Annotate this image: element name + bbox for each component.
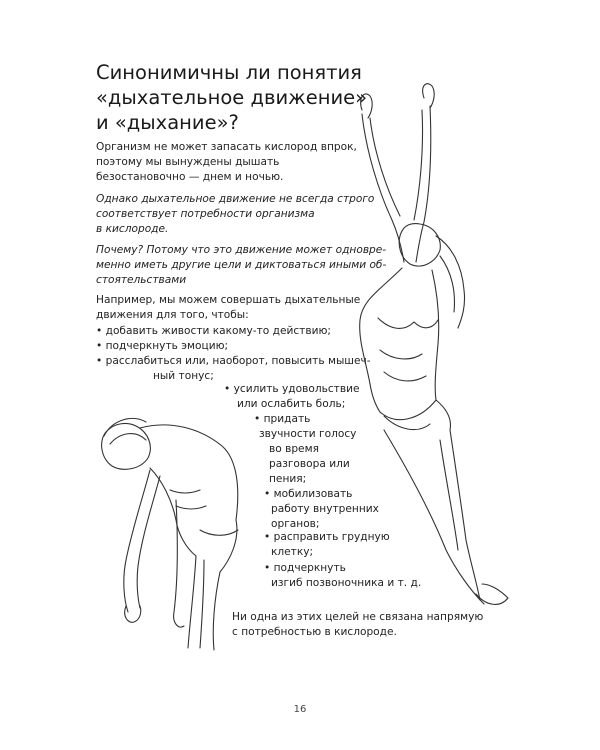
text-line: Ни одна из этих целей не связана напрямую <box>232 611 484 623</box>
text-line: поэтому мы вынуждены дышать <box>96 156 280 168</box>
title-line: «дыхательное движение» <box>96 86 368 109</box>
man-front-leg <box>188 556 196 648</box>
list-item: • придать <box>254 413 311 425</box>
list-item: • мобилизовать <box>264 488 353 500</box>
woman-right-arm-inner <box>414 110 423 220</box>
title-line: и «дыхание»? <box>96 111 239 134</box>
text-line: движения для того, чтобы: <box>96 309 249 321</box>
list-item: ный тонус; <box>153 370 214 382</box>
bullet-chest <box>264 530 390 560</box>
man-arm2 <box>174 500 184 627</box>
woman-hip <box>380 400 450 430</box>
list-item: изгиб позвоночника и т. д. <box>271 577 422 589</box>
list-item: клетку; <box>271 546 314 558</box>
man-shorts <box>200 530 238 535</box>
list-item: • подчеркнуть <box>264 562 346 574</box>
list-item: • расправить грудную <box>264 531 390 543</box>
italic-paragraph-why <box>96 243 386 288</box>
woman-head <box>399 224 440 266</box>
text-line: стоятельствами <box>96 274 187 286</box>
woman-right-arm <box>416 106 431 262</box>
woman-right-hand <box>423 84 434 108</box>
text-line: Однако дыхательное движение не всегда строго <box>96 193 375 205</box>
list-item: • добавить живости какому-то действию; <box>96 325 331 337</box>
man-hair <box>104 418 146 444</box>
woman-bra <box>378 318 438 328</box>
text-line: в кислороде. <box>96 223 169 235</box>
man-buttock <box>220 520 237 572</box>
bending-man-illustration <box>102 418 238 650</box>
intro-paragraph <box>96 140 357 185</box>
text-line: соответствует потребности организма <box>96 208 315 220</box>
list-item: • расслабиться или, наоборот, повысить мышеч- <box>96 355 371 367</box>
man-inner-leg <box>200 560 204 648</box>
list-item: во время <box>269 443 319 455</box>
man-ribs <box>170 490 206 509</box>
woman-torso-right <box>432 270 439 400</box>
list-item: или ослабить боль; <box>237 398 346 410</box>
woman-left-arm-inner <box>370 118 400 216</box>
bullet-voice <box>254 412 356 487</box>
list-item: органов; <box>271 518 320 530</box>
man-front-torso <box>150 468 196 556</box>
conclusion-paragraph <box>232 610 483 640</box>
list-item: • подчеркнуть эмоцию; <box>96 340 229 352</box>
text-line: Например, мы можем совершать дыхательные <box>96 294 361 306</box>
title-line: Синонимичны ли понятия <box>96 61 362 84</box>
bullet-enhance-pleasure <box>224 382 360 412</box>
man-head <box>102 423 151 469</box>
woman-back-leg <box>450 430 480 600</box>
bullet-list-left <box>96 324 371 384</box>
example-intro <box>96 293 360 323</box>
page-title <box>96 60 368 135</box>
list-item: пения; <box>269 473 307 485</box>
text-line: безостановочно — днем и ночью. <box>96 171 284 183</box>
page-number: 16 <box>293 704 307 715</box>
stretching-woman-illustration <box>360 84 508 605</box>
italic-paragraph-however <box>96 192 374 237</box>
woman-left-arm <box>362 114 404 262</box>
bullet-organs <box>264 487 379 532</box>
text-line: менно иметь другие цели и диктоваться иными об- <box>96 259 387 271</box>
woman-back-leg-inner <box>440 440 458 550</box>
man-back-leg <box>213 572 220 650</box>
list-item: звучности голосу <box>259 428 357 440</box>
list-item: разговора или <box>269 458 350 470</box>
bullet-spine <box>264 561 421 591</box>
list-item: • усилить удовольствие <box>224 383 360 395</box>
list-item: работу внутренних <box>271 503 379 515</box>
text-line: с потребностью в кислороде. <box>232 626 397 638</box>
text-line: Организм не может запасать кислород впрок, <box>96 141 357 153</box>
woman-abs <box>380 350 426 381</box>
man-arm-inner <box>137 476 160 608</box>
text-line: Почему? Потому что это движение может одновре- <box>96 244 387 256</box>
